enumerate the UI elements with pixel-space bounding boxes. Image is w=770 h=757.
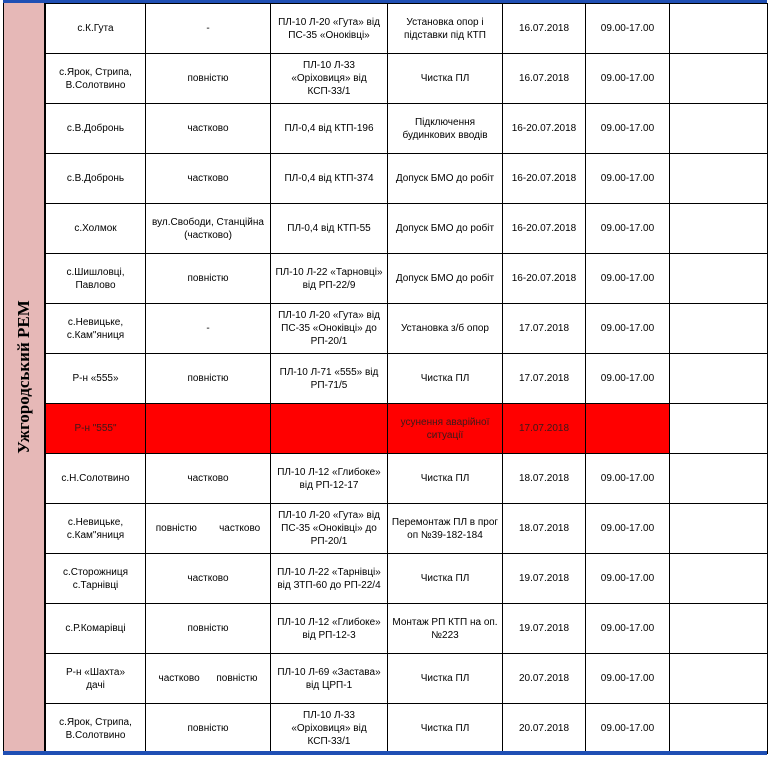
power-line-text: ПЛ-0,4 від КТП-374 — [284, 173, 374, 184]
note-cell — [670, 604, 768, 654]
settlement-text: Р-н «555» — [72, 373, 119, 384]
date-cell — [503, 4, 586, 54]
extent-cell — [146, 304, 271, 354]
date-text: 16.07.2018 — [518, 73, 570, 84]
work-type-text: Підключення будинкових вводів — [402, 116, 488, 141]
date-cell — [503, 504, 586, 554]
time-text: 09.00-17.00 — [600, 123, 655, 134]
table-row — [46, 604, 768, 654]
table-row — [46, 404, 768, 454]
note-cell — [670, 654, 768, 704]
table-row — [46, 304, 768, 354]
note-cell — [670, 404, 768, 454]
table-row — [46, 654, 768, 704]
date-text: 16-20.07.2018 — [511, 173, 577, 184]
settlement-cell — [46, 204, 146, 254]
work-type-text: усунення аварійної ситуації — [400, 416, 493, 441]
time-cell — [586, 454, 670, 504]
time-cell — [586, 404, 670, 454]
settlement-cell — [46, 604, 146, 654]
work-type-cell — [388, 204, 503, 254]
time-text: 09.00-17.00 — [600, 673, 655, 684]
power-line-cell — [271, 54, 388, 104]
table-row — [46, 704, 768, 754]
power-line-cell — [271, 154, 388, 204]
work-type-cell — [388, 354, 503, 404]
time-cell — [586, 354, 670, 404]
table-row — [46, 554, 768, 604]
settlement-text: с.Сторожниця с.Тарнівці — [63, 566, 131, 591]
time-cell — [586, 304, 670, 354]
work-type-cell — [388, 4, 503, 54]
note-cell — [670, 254, 768, 304]
extent-text: повністю — [187, 73, 229, 84]
date-cell — [503, 154, 586, 204]
date-cell — [503, 54, 586, 104]
time-text: 09.00-17.00 — [600, 523, 655, 534]
work-type-text: Чистка ПЛ — [420, 573, 470, 584]
note-cell — [670, 354, 768, 404]
date-text: 17.07.2018 — [518, 423, 570, 434]
extent-cell — [146, 604, 271, 654]
settlement-cell — [46, 654, 146, 704]
date-text: 18.07.2018 — [518, 473, 570, 484]
extent-cell — [146, 204, 271, 254]
extent-text: частково — [187, 473, 229, 484]
power-line-text: ПЛ-10 Л-12 «Глибоке» від РП-12-3 — [277, 616, 384, 641]
date-cell — [503, 404, 586, 454]
work-type-cell — [388, 104, 503, 154]
date-text: 16-20.07.2018 — [511, 123, 577, 134]
date-text: 16.07.2018 — [518, 23, 570, 34]
power-line-text: ПЛ-10 Л-20 «Гута» від ПС-35 «Оноківці» — [278, 16, 383, 41]
date-cell — [503, 204, 586, 254]
date-text: 16-20.07.2018 — [511, 273, 577, 284]
extent-text: частково — [187, 573, 229, 584]
work-type-cell — [388, 504, 503, 554]
date-cell — [503, 604, 586, 654]
rem-name: Ужгородський РЕМ — [14, 300, 33, 454]
work-type-cell — [388, 654, 503, 704]
date-cell — [503, 454, 586, 504]
note-cell — [670, 504, 768, 554]
note-cell — [670, 304, 768, 354]
settlement-cell — [46, 304, 146, 354]
date-cell — [503, 104, 586, 154]
settlement-text: с.Ярок, Стрипа, В.Солотвино — [59, 66, 135, 91]
work-type-cell — [388, 154, 503, 204]
rem-group-cell — [3, 3, 45, 751]
work-type-cell — [388, 404, 503, 454]
extent-text: повністю частково — [155, 523, 261, 534]
work-type-cell — [388, 304, 503, 354]
note-cell — [670, 204, 768, 254]
time-text: 09.00-17.00 — [600, 73, 655, 84]
table-row — [46, 454, 768, 504]
table-row — [46, 254, 768, 304]
settlement-text: с.К.Гута — [77, 23, 114, 34]
settlement-cell — [46, 504, 146, 554]
table-row — [46, 4, 768, 54]
settlement-text: с.Н.Солотвино — [61, 473, 130, 484]
extent-text: повністю — [187, 623, 229, 634]
extent-text: - — [206, 23, 210, 34]
time-cell — [586, 104, 670, 154]
power-line-text: ПЛ-10 Л-20 «Гута» від ПС-35 «Оноківці» до РП-20/1 — [278, 310, 383, 347]
date-text: 18.07.2018 — [518, 523, 570, 534]
power-line-text: ПЛ-10 Л-33 «Оріховиця» від КСП-33/1 — [291, 710, 370, 747]
power-line-cell — [271, 254, 388, 304]
work-type-text: Допуск БМО до робіт — [395, 223, 495, 234]
power-line-text: ПЛ-10 Л-33 «Оріховиця» від КСП-33/1 — [291, 60, 370, 97]
time-cell — [586, 704, 670, 754]
time-cell — [586, 604, 670, 654]
power-line-text: ПЛ-0,4 від КТП-196 — [284, 123, 374, 134]
note-cell — [670, 704, 768, 754]
extent-text: - — [206, 323, 210, 334]
date-text: 16-20.07.2018 — [511, 223, 577, 234]
time-cell — [586, 504, 670, 554]
settlement-cell — [46, 104, 146, 154]
power-line-cell — [271, 104, 388, 154]
date-text: 17.07.2018 — [518, 373, 570, 384]
date-text: 19.07.2018 — [518, 573, 570, 584]
time-cell — [586, 54, 670, 104]
time-cell — [586, 254, 670, 304]
time-text: 09.00-17.00 — [600, 473, 655, 484]
settlement-text: с.Шишловці, Павлово — [66, 266, 128, 291]
table-row — [46, 354, 768, 404]
work-type-text: Чистка ПЛ — [420, 473, 470, 484]
power-line-cell — [271, 554, 388, 604]
time-text: 09.00-17.00 — [600, 573, 655, 584]
power-line-text: ПЛ-0,4 від КТП-55 — [287, 223, 371, 234]
power-line-cell — [271, 704, 388, 754]
date-text: 19.07.2018 — [518, 623, 570, 634]
settlement-cell — [46, 454, 146, 504]
time-text: 09.00-17.00 — [600, 223, 655, 234]
settlement-text: Р-н «Шахта» дачі — [65, 666, 142, 691]
work-type-text: Перемонтаж ПЛ в прог оп №39-182-184 — [391, 516, 501, 541]
work-type-text: Чистка ПЛ — [420, 723, 470, 734]
work-type-cell — [388, 254, 503, 304]
time-cell — [586, 554, 670, 604]
date-cell — [503, 304, 586, 354]
time-cell — [586, 204, 670, 254]
time-cell — [586, 654, 670, 704]
work-type-cell — [388, 54, 503, 104]
settlement-text: с.Ярок, Стрипа, В.Солотвино — [59, 716, 135, 741]
power-line-cell — [271, 604, 388, 654]
power-line-cell — [271, 454, 388, 504]
power-line-cell — [271, 654, 388, 704]
extent-cell — [146, 504, 271, 554]
settlement-cell — [46, 404, 146, 454]
power-line-text: ПЛ-10 Л-71 «555» від РП-71/5 — [279, 366, 382, 391]
time-cell — [586, 154, 670, 204]
time-text: 09.00-17.00 — [600, 23, 655, 34]
power-line-cell — [271, 4, 388, 54]
work-type-cell — [388, 704, 503, 754]
table-row — [46, 504, 768, 554]
note-cell — [670, 104, 768, 154]
date-cell — [503, 654, 586, 704]
note-cell — [670, 554, 768, 604]
work-type-text: Допуск БМО до робіт — [395, 273, 495, 284]
work-type-text: Допуск БМО до робіт — [395, 173, 495, 184]
time-text: 09.00-17.00 — [600, 323, 655, 334]
work-type-text: Чистка ПЛ — [420, 73, 470, 84]
power-line-cell — [271, 204, 388, 254]
settlement-text: с.Невицьке, с.Кам"яниця — [66, 316, 126, 341]
extent-cell — [146, 4, 271, 54]
extent-text: вул.Свободи, Станційна (частково) — [152, 216, 267, 241]
extent-cell — [146, 254, 271, 304]
power-line-text: ПЛ-10 Л-12 «Глибоке» від РП-12-17 — [277, 466, 384, 491]
time-text: 09.00-17.00 — [600, 173, 655, 184]
power-line-cell — [271, 404, 388, 454]
power-line-text: ПЛ-10 Л-22 «Тарнівці» від ЗТП-60 до РП-22/4 — [277, 566, 384, 591]
work-type-text: Установка опор і підставки під КТП — [404, 16, 487, 41]
work-type-text: Установка з/б опор — [400, 323, 489, 334]
settlement-cell — [46, 154, 146, 204]
settlement-text: Р-н "555" — [74, 423, 117, 434]
settlement-cell — [46, 554, 146, 604]
table-row — [46, 54, 768, 104]
settlement-cell — [46, 354, 146, 404]
date-cell — [503, 354, 586, 404]
settlement-cell — [46, 4, 146, 54]
settlement-cell — [46, 254, 146, 304]
note-cell — [670, 4, 768, 54]
work-type-text: Чистка ПЛ — [420, 373, 470, 384]
table-row — [46, 204, 768, 254]
settlement-text: с.Холмок — [74, 223, 117, 234]
extent-cell — [146, 54, 271, 104]
note-cell — [670, 454, 768, 504]
extent-text: повністю — [187, 723, 229, 734]
power-line-text: ПЛ-10 Л-22 «Тарновці» від РП-22/9 — [275, 266, 386, 291]
table-body — [46, 4, 768, 754]
extent-cell — [146, 704, 271, 754]
note-cell — [670, 54, 768, 104]
work-type-cell — [388, 554, 503, 604]
bottom-border — [3, 751, 767, 755]
extent-cell — [146, 154, 271, 204]
time-text: 09.00-17.00 — [600, 273, 655, 284]
table-row — [46, 104, 768, 154]
settlement-cell — [46, 54, 146, 104]
extent-cell — [146, 404, 271, 454]
extent-cell — [146, 554, 271, 604]
date-cell — [503, 254, 586, 304]
extent-text: частково — [187, 123, 229, 134]
settlement-text: с.В.Добронь — [66, 123, 125, 134]
date-text: 20.07.2018 — [518, 723, 570, 734]
settlement-text: с.Р.Комарівці — [65, 623, 126, 634]
time-text: 09.00-17.00 — [600, 373, 655, 384]
extent-cell — [146, 654, 271, 704]
extent-text: частково — [187, 173, 229, 184]
settlement-text: с.Невицьке, с.Кам"яниця — [66, 516, 126, 541]
work-type-cell — [388, 454, 503, 504]
extent-cell — [146, 454, 271, 504]
extent-text: повністю — [187, 273, 229, 284]
power-line-cell — [271, 354, 388, 404]
power-line-cell — [271, 504, 388, 554]
date-text: 20.07.2018 — [518, 673, 570, 684]
power-line-text: ПЛ-10 Л-69 «Застава» від ЦРП-1 — [277, 666, 384, 691]
work-type-text: Чистка ПЛ — [420, 673, 470, 684]
power-line-text: ПЛ-10 Л-20 «Гута» від ПС-35 «Оноківці» до РП-20/1 — [278, 510, 383, 547]
work-type-cell — [388, 604, 503, 654]
time-cell — [586, 4, 670, 54]
extent-text: частково повністю — [158, 673, 258, 684]
settlement-cell — [46, 704, 146, 754]
work-type-text: Монтаж РП КТП на оп. №223 — [392, 616, 501, 641]
date-cell — [503, 704, 586, 754]
note-cell — [670, 154, 768, 204]
time-text: 09.00-17.00 — [600, 623, 655, 634]
settlement-text: с.В.Добронь — [66, 173, 125, 184]
time-text: 09.00-17.00 — [600, 723, 655, 734]
power-line-cell — [271, 304, 388, 354]
extent-cell — [146, 104, 271, 154]
date-text: 17.07.2018 — [518, 323, 570, 334]
extent-cell — [146, 354, 271, 404]
outage-table — [45, 3, 768, 754]
table-row — [46, 154, 768, 204]
extent-text: повністю — [187, 373, 229, 384]
date-cell — [503, 554, 586, 604]
